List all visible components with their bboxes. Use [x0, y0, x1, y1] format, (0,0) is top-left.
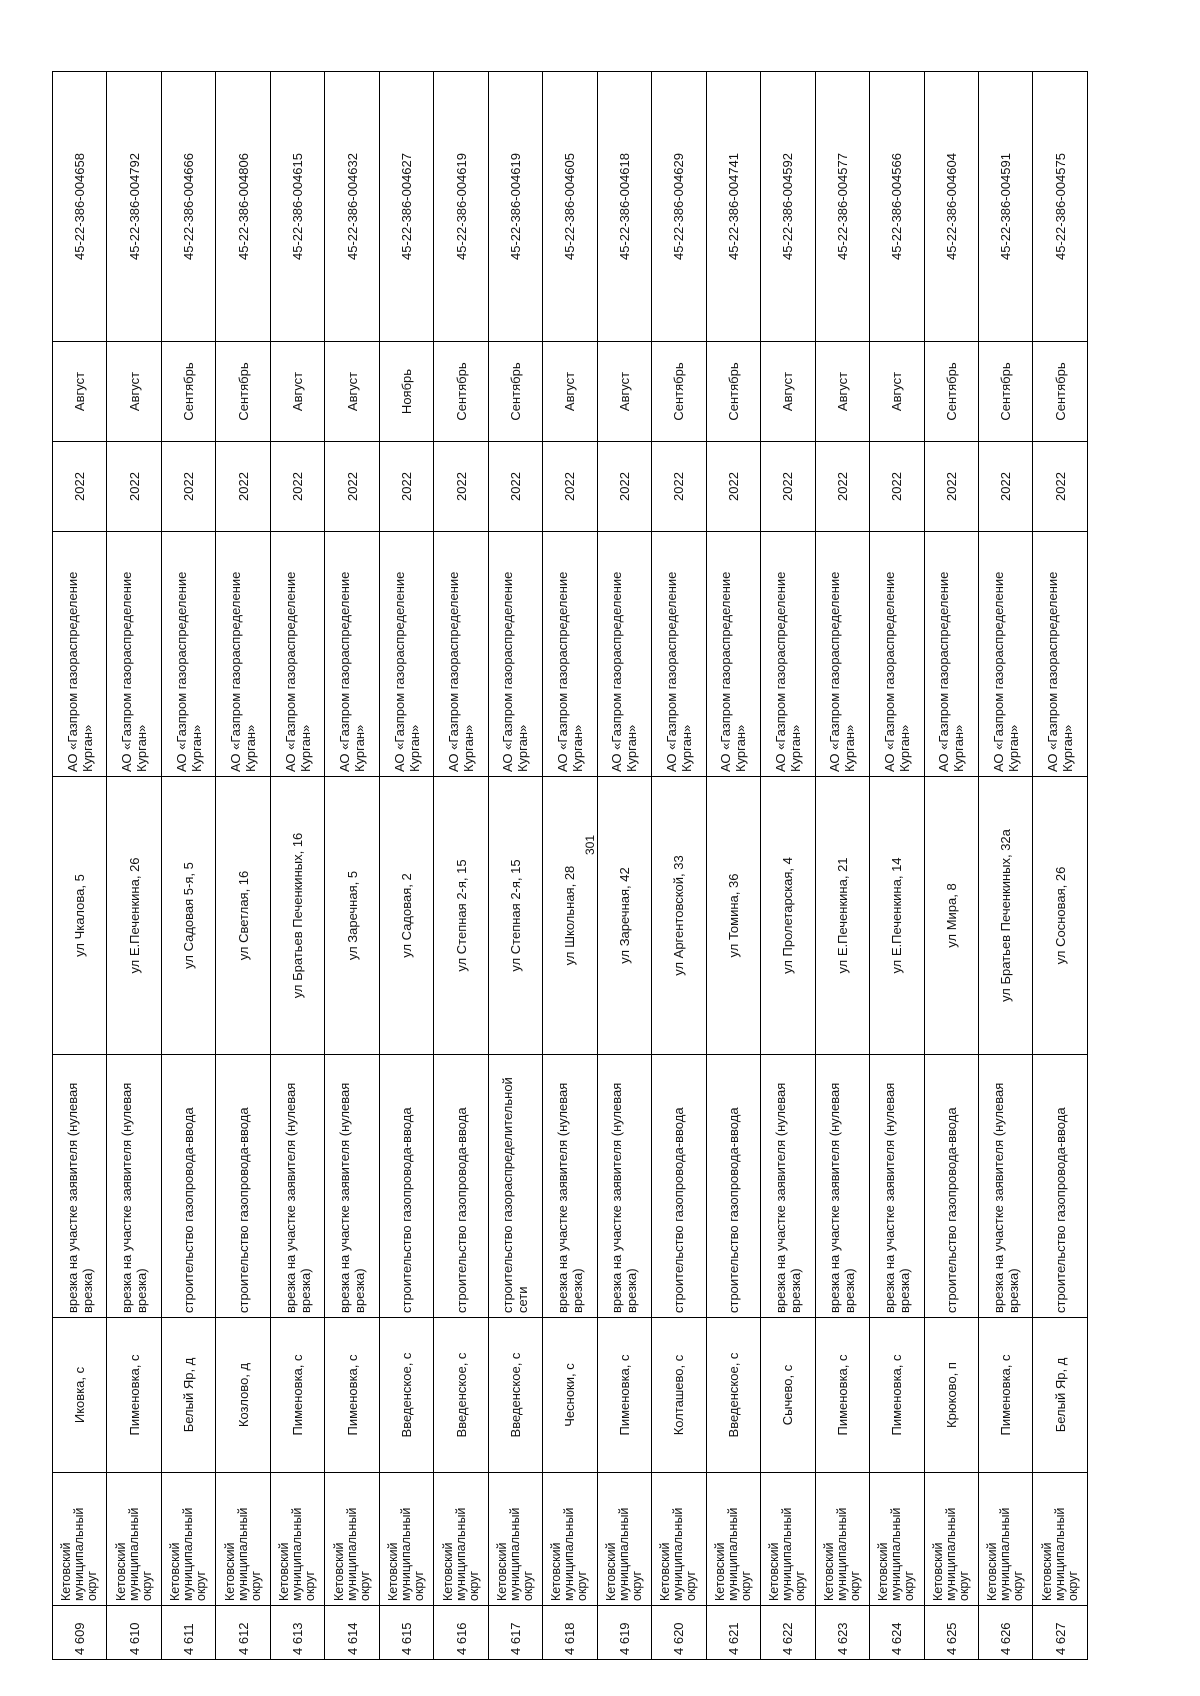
organization-cell: АО «Газпром газораспределение Курган» — [1033, 532, 1088, 777]
month-cell: Сентябрь — [1033, 342, 1088, 442]
address-cell: ул Чкалова, 5 — [53, 777, 107, 1055]
table-row — [216, 72, 270, 1660]
work-type-cell: врезка на участке заявителя (нулевая врезка) — [761, 1055, 815, 1318]
request-id-cell: 45-22-386-004632 — [325, 72, 379, 342]
year-cell: 2022 — [107, 442, 161, 532]
month-cell: Сентябрь — [488, 342, 542, 442]
request-id-cell: 45-22-386-004592 — [761, 72, 815, 342]
year-cell: 2022 — [53, 442, 107, 532]
work-type-cell: врезка на участке заявителя (нулевая врезка) — [270, 1055, 324, 1318]
request-id-cell: 45-22-386-004566 — [870, 72, 924, 342]
organization-cell: АО «Газпром газораспределение Курган» — [815, 532, 869, 777]
district-cell: Кетовский муниципальный округ — [161, 1473, 215, 1606]
row-number: 4 620 — [652, 1606, 706, 1660]
work-type-cell: врезка на участке заявителя (нулевая врезка) — [815, 1055, 869, 1318]
table-row — [924, 72, 978, 1660]
request-id-cell: 45-22-386-004604 — [924, 72, 978, 342]
request-id-cell: 45-22-386-004666 — [161, 72, 215, 342]
work-type-cell: строительство газопровода-ввода — [924, 1055, 978, 1318]
table-row — [706, 72, 760, 1660]
work-type-cell: строительство газопровода-ввода — [216, 1055, 270, 1318]
request-id-cell: 45-22-386-004575 — [1033, 72, 1088, 342]
connections-table — [52, 71, 1088, 1660]
year-cell: 2022 — [434, 442, 488, 532]
address-cell: ул Светлая, 16 — [216, 777, 270, 1055]
organization-cell: АО «Газпром газораспределение Курган» — [706, 532, 760, 777]
work-type-cell: врезка на участке заявителя (нулевая врезка) — [978, 1055, 1032, 1318]
settlement-cell: Введенское, с — [379, 1318, 433, 1473]
district-cell: Кетовский муниципальный округ — [870, 1473, 924, 1606]
table-row — [870, 72, 924, 1660]
row-number: 4 623 — [815, 1606, 869, 1660]
address-cell: ул Е.Печенкина, 21 — [815, 777, 869, 1055]
table-body — [53, 72, 1088, 1660]
settlement-cell: Введенское, с — [706, 1318, 760, 1473]
month-cell: Август — [870, 342, 924, 442]
row-number: 4 613 — [270, 1606, 324, 1660]
settlement-cell: Пименовка, с — [597, 1318, 651, 1473]
table-row — [1033, 72, 1088, 1660]
organization-cell: АО «Газпром газораспределение Курган» — [434, 532, 488, 777]
table-row — [379, 72, 433, 1660]
district-cell: Кетовский муниципальный округ — [815, 1473, 869, 1606]
table-row — [161, 72, 215, 1660]
year-cell: 2022 — [379, 442, 433, 532]
month-cell: Август — [815, 342, 869, 442]
table-frame — [52, 72, 1088, 1660]
district-cell: Кетовский муниципальный округ — [488, 1473, 542, 1606]
settlement-cell: Введенское, с — [488, 1318, 542, 1473]
row-number: 4 612 — [216, 1606, 270, 1660]
settlement-cell: Белый Яр, д — [1033, 1318, 1088, 1473]
month-cell: Август — [597, 342, 651, 442]
year-cell: 2022 — [216, 442, 270, 532]
work-type-cell: врезка на участке заявителя (нулевая врезка) — [543, 1055, 597, 1318]
year-cell: 2022 — [488, 442, 542, 532]
address-cell: ул Мира, 8 — [924, 777, 978, 1055]
month-cell: Сентябрь — [216, 342, 270, 442]
table-row — [107, 72, 161, 1660]
table-row — [597, 72, 651, 1660]
year-cell: 2022 — [815, 442, 869, 532]
row-number: 4 624 — [870, 1606, 924, 1660]
settlement-cell: Пименовка, с — [815, 1318, 869, 1473]
table-row — [978, 72, 1032, 1660]
address-cell: ул Степная 2-я, 15 — [434, 777, 488, 1055]
work-type-cell: врезка на участке заявителя (нулевая врезка) — [597, 1055, 651, 1318]
row-number: 4 611 — [161, 1606, 215, 1660]
settlement-cell: Введенское, с — [434, 1318, 488, 1473]
year-cell: 2022 — [924, 442, 978, 532]
district-cell: Кетовский муниципальный округ — [53, 1473, 107, 1606]
table-row — [652, 72, 706, 1660]
month-cell: Сентябрь — [652, 342, 706, 442]
year-cell: 2022 — [870, 442, 924, 532]
work-type-cell: строительство газопровода-ввода — [161, 1055, 215, 1318]
work-type-cell: строительство газопровода-ввода — [434, 1055, 488, 1318]
address-cell: ул Пролетарская, 4 — [761, 777, 815, 1055]
table-row — [543, 72, 597, 1660]
row-number: 4 622 — [761, 1606, 815, 1660]
row-number: 4 627 — [1033, 1606, 1088, 1660]
settlement-cell: Козлово, д — [216, 1318, 270, 1473]
address-cell: ул Братьев Печенкиных, 32а — [978, 777, 1032, 1055]
year-cell: 2022 — [706, 442, 760, 532]
request-id-cell: 45-22-386-004741 — [706, 72, 760, 342]
table-row — [488, 72, 542, 1660]
organization-cell: АО «Газпром газораспределение Курган» — [53, 532, 107, 777]
settlement-cell: Сычево, с — [761, 1318, 815, 1473]
request-id-cell: 45-22-386-004618 — [597, 72, 651, 342]
row-number: 4 621 — [706, 1606, 760, 1660]
table-row — [761, 72, 815, 1660]
year-cell: 2022 — [161, 442, 215, 532]
address-cell: ул Братьев Печенкиных, 16 — [270, 777, 324, 1055]
work-type-cell: строительство газораспределительной сети — [488, 1055, 542, 1318]
year-cell: 2022 — [652, 442, 706, 532]
month-cell: Сентябрь — [978, 342, 1032, 442]
organization-cell: АО «Газпром газораспределение Курган» — [870, 532, 924, 777]
row-number: 4 618 — [543, 1606, 597, 1660]
request-id-cell: 45-22-386-004615 — [270, 72, 324, 342]
month-cell: Сентябрь — [706, 342, 760, 442]
request-id-cell: 45-22-386-004658 — [53, 72, 107, 342]
district-cell: Кетовский муниципальный округ — [107, 1473, 161, 1606]
address-cell: ул Сосновая, 26 — [1033, 777, 1088, 1055]
row-number: 4 610 — [107, 1606, 161, 1660]
address-cell: ул Томина, 36 — [706, 777, 760, 1055]
month-cell: Август — [53, 342, 107, 442]
district-cell: Кетовский муниципальный округ — [379, 1473, 433, 1606]
work-type-cell: строительство газопровода-ввода — [652, 1055, 706, 1318]
work-type-cell: строительство газопровода-ввода — [379, 1055, 433, 1318]
organization-cell: АО «Газпром газораспределение Курган» — [978, 532, 1032, 777]
settlement-cell: Пименовка, с — [270, 1318, 324, 1473]
row-number: 4 616 — [434, 1606, 488, 1660]
organization-cell: АО «Газпром газораспределение Курган» — [488, 532, 542, 777]
rotated-table — [52, 72, 1088, 1660]
month-cell: Сентябрь — [161, 342, 215, 442]
organization-cell: АО «Газпром газораспределение Курган» — [924, 532, 978, 777]
work-type-cell: врезка на участке заявителя (нулевая врезка) — [53, 1055, 107, 1318]
request-id-cell: 45-22-386-004627 — [379, 72, 433, 342]
table-row — [53, 72, 107, 1660]
organization-cell: АО «Газпром газораспределение Курган» — [325, 532, 379, 777]
district-cell: Кетовский муниципальный округ — [597, 1473, 651, 1606]
address-cell: ул Садовая, 2 — [379, 777, 433, 1055]
district-cell: Кетовский муниципальный округ — [216, 1473, 270, 1606]
year-cell: 2022 — [270, 442, 324, 532]
district-cell: Кетовский муниципальный округ — [325, 1473, 379, 1606]
year-cell: 2022 — [597, 442, 651, 532]
address-cell: ул Школьная, 28 — [543, 777, 597, 1055]
month-cell: Сентябрь — [434, 342, 488, 442]
settlement-cell: Иковка, с — [53, 1318, 107, 1473]
year-cell: 2022 — [978, 442, 1032, 532]
work-type-cell: строительство газопровода-ввода — [706, 1055, 760, 1318]
page-number: 301 — [583, 834, 598, 856]
month-cell: Сентябрь — [924, 342, 978, 442]
address-cell: ул Заречная, 5 — [325, 777, 379, 1055]
settlement-cell: Пименовка, с — [325, 1318, 379, 1473]
district-cell: Кетовский муниципальный округ — [1033, 1473, 1088, 1606]
organization-cell: АО «Газпром газораспределение Курган» — [161, 532, 215, 777]
request-id-cell: 45-22-386-004591 — [978, 72, 1032, 342]
organization-cell: АО «Газпром газораспределение Курган» — [107, 532, 161, 777]
address-cell: ул Е.Печенкина, 26 — [107, 777, 161, 1055]
request-id-cell: 45-22-386-004629 — [652, 72, 706, 342]
organization-cell: АО «Газпром газораспределение Курган» — [652, 532, 706, 777]
organization-cell: АО «Газпром газораспределение Курган» — [379, 532, 433, 777]
district-cell: Кетовский муниципальный округ — [270, 1473, 324, 1606]
table-row — [815, 72, 869, 1660]
work-type-cell: строительство газопровода-ввода — [1033, 1055, 1088, 1318]
organization-cell: АО «Газпром газораспределение Курган» — [761, 532, 815, 777]
month-cell: Август — [107, 342, 161, 442]
table-row — [270, 72, 324, 1660]
district-cell: Кетовский муниципальный округ — [978, 1473, 1032, 1606]
year-cell: 2022 — [325, 442, 379, 532]
request-id-cell: 45-22-386-004605 — [543, 72, 597, 342]
row-number: 4 609 — [53, 1606, 107, 1660]
year-cell: 2022 — [543, 442, 597, 532]
settlement-cell: Белый Яр, д — [161, 1318, 215, 1473]
district-cell: Кетовский муниципальный округ — [761, 1473, 815, 1606]
month-cell: Август — [325, 342, 379, 442]
district-cell: Кетовский муниципальный округ — [543, 1473, 597, 1606]
work-type-cell: врезка на участке заявителя (нулевая врезка) — [870, 1055, 924, 1318]
settlement-cell: Пименовка, с — [870, 1318, 924, 1473]
month-cell: Август — [270, 342, 324, 442]
organization-cell: АО «Газпром газораспределение Курган» — [216, 532, 270, 777]
address-cell: ул Е.Печенкина, 14 — [870, 777, 924, 1055]
address-cell: ул Степная 2-я, 15 — [488, 777, 542, 1055]
address-cell: ул Садовая 5-я, 5 — [161, 777, 215, 1055]
table-row — [434, 72, 488, 1660]
row-number: 4 615 — [379, 1606, 433, 1660]
month-cell: Август — [543, 342, 597, 442]
row-number: 4 614 — [325, 1606, 379, 1660]
organization-cell: АО «Газпром газораспределение Курган» — [543, 532, 597, 777]
organization-cell: АО «Газпром газораспределение Курган» — [597, 532, 651, 777]
settlement-cell: Пименовка, с — [978, 1318, 1032, 1473]
row-number: 4 619 — [597, 1606, 651, 1660]
work-type-cell: врезка на участке заявителя (нулевая врезка) — [325, 1055, 379, 1318]
settlement-cell: Чесноки, с — [543, 1318, 597, 1473]
month-cell: Ноябрь — [379, 342, 433, 442]
district-cell: Кетовский муниципальный округ — [652, 1473, 706, 1606]
request-id-cell: 45-22-386-004619 — [434, 72, 488, 342]
request-id-cell: 45-22-386-004806 — [216, 72, 270, 342]
settlement-cell: Пименовка, с — [107, 1318, 161, 1473]
work-type-cell: врезка на участке заявителя (нулевая врезка) — [107, 1055, 161, 1318]
address-cell: ул Заречная, 42 — [597, 777, 651, 1055]
settlement-cell: Колташево, с — [652, 1318, 706, 1473]
district-cell: Кетовский муниципальный округ — [434, 1473, 488, 1606]
row-number: 4 617 — [488, 1606, 542, 1660]
row-number: 4 626 — [978, 1606, 1032, 1660]
year-cell: 2022 — [1033, 442, 1088, 532]
request-id-cell: 45-22-386-004792 — [107, 72, 161, 342]
request-id-cell: 45-22-386-004577 — [815, 72, 869, 342]
row-number: 4 625 — [924, 1606, 978, 1660]
organization-cell: АО «Газпром газораспределение Курган» — [270, 532, 324, 777]
settlement-cell: Крюково, п — [924, 1318, 978, 1473]
table-row — [325, 72, 379, 1660]
district-cell: Кетовский муниципальный округ — [706, 1473, 760, 1606]
district-cell: Кетовский муниципальный округ — [924, 1473, 978, 1606]
year-cell: 2022 — [761, 442, 815, 532]
request-id-cell: 45-22-386-004619 — [488, 72, 542, 342]
address-cell: ул Аргентовской, 33 — [652, 777, 706, 1055]
month-cell: Август — [761, 342, 815, 442]
